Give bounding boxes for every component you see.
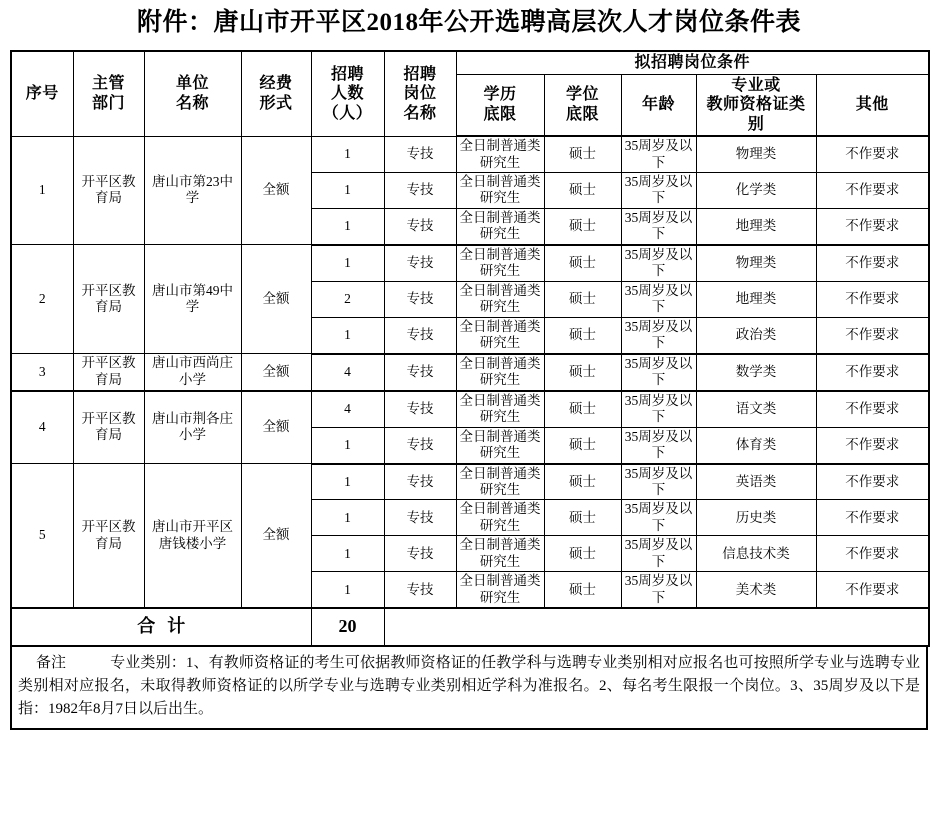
cell-degree: 硕士 — [544, 427, 621, 463]
cell-other: 不作要求 — [816, 391, 929, 427]
cell-post-name: 专技 — [384, 500, 456, 536]
cell-major: 语文类 — [696, 391, 816, 427]
cell-age: 35周岁及以下 — [621, 245, 696, 281]
total-label: 合计 — [11, 608, 311, 646]
cell-headcount: 1 — [311, 500, 384, 536]
cell-education: 全日制普通类研究生 — [456, 245, 544, 281]
cell-age: 35周岁及以下 — [621, 427, 696, 463]
table-row — [11, 464, 929, 500]
cell-degree: 硕士 — [544, 572, 621, 608]
cell-headcount: 1 — [311, 536, 384, 572]
cell-post-name: 专技 — [384, 391, 456, 427]
cell-post-name: 专技 — [384, 281, 456, 317]
cell-index: 2 — [11, 245, 73, 354]
header-funding-line1: 经费 — [259, 75, 293, 93]
cell-department: 开平区教育局 — [73, 354, 144, 391]
header-unit-name — [144, 51, 241, 136]
table-footer — [11, 608, 929, 646]
cell-headcount: 1 — [311, 245, 384, 281]
header-row-top — [11, 51, 929, 74]
header-post-line1: 招聘 — [403, 65, 437, 83]
cell-department: 开平区教育局 — [73, 245, 144, 354]
cell-department: 开平区教育局 — [73, 136, 144, 245]
header-degree-floor — [544, 74, 621, 136]
cell-education: 全日制普通类研究生 — [456, 500, 544, 536]
cell-unit-name: 唐山市西尚庄小学 — [144, 354, 241, 391]
cell-education: 全日制普通类研究生 — [456, 354, 544, 391]
cell-unit-name: 唐山市第49中学 — [144, 245, 241, 354]
header-degree-line1: 学位 — [565, 86, 599, 104]
header-post-name — [384, 51, 456, 136]
header-department — [73, 51, 144, 136]
header-department-line2: 部门 — [91, 94, 125, 112]
total-blank-cell — [384, 608, 929, 646]
cell-post-name: 专技 — [384, 427, 456, 463]
cell-education: 全日制普通类研究生 — [456, 536, 544, 572]
header-education-line1: 学历 — [483, 86, 517, 104]
table-body — [11, 136, 929, 608]
cell-unit-name: 唐山市荆各庄小学 — [144, 391, 241, 464]
cell-degree: 硕士 — [544, 536, 621, 572]
header-headcount — [311, 51, 384, 136]
cell-post-name: 专技 — [384, 464, 456, 500]
cell-unit-name: 唐山市第23中学 — [144, 136, 241, 245]
cell-post-name: 专技 — [384, 245, 456, 281]
cell-headcount: 1 — [311, 427, 384, 463]
cell-funding: 全额 — [241, 245, 311, 354]
cell-post-name: 专技 — [384, 208, 456, 244]
cell-age: 35周岁及以下 — [621, 136, 696, 172]
cell-post-name: 专技 — [384, 572, 456, 608]
cell-other: 不作要求 — [816, 208, 929, 244]
cell-major: 美术类 — [696, 572, 816, 608]
cell-degree: 硕士 — [544, 317, 621, 353]
cell-major: 政治类 — [696, 317, 816, 353]
cell-major: 体育类 — [696, 427, 816, 463]
cell-funding: 全额 — [241, 136, 311, 245]
header-post-line2: 岗位 — [403, 85, 437, 103]
header-major-line2: 教师资格证类别 — [706, 96, 806, 133]
cell-age: 35周岁及以下 — [621, 536, 696, 572]
cell-degree: 硕士 — [544, 354, 621, 391]
cell-other: 不作要求 — [816, 500, 929, 536]
header-conditions-group: 拟招聘岗位条件 — [456, 51, 929, 74]
cell-major: 数学类 — [696, 354, 816, 391]
cell-major: 地理类 — [696, 208, 816, 244]
cell-other: 不作要求 — [816, 572, 929, 608]
cell-age: 35周岁及以下 — [621, 572, 696, 608]
header-major-or-cert — [696, 74, 816, 136]
table-row — [11, 354, 929, 391]
table-header — [11, 51, 929, 136]
cell-degree: 硕士 — [544, 208, 621, 244]
cell-degree: 硕士 — [544, 391, 621, 427]
cell-education: 全日制普通类研究生 — [456, 427, 544, 463]
cell-other: 不作要求 — [816, 536, 929, 572]
cell-degree: 硕士 — [544, 136, 621, 172]
cell-other: 不作要求 — [816, 245, 929, 281]
cell-department: 开平区教育局 — [73, 391, 144, 464]
cell-headcount: 4 — [311, 391, 384, 427]
cell-index: 1 — [11, 136, 73, 245]
header-unit-line2: 名称 — [175, 94, 209, 112]
cell-post-name: 专技 — [384, 536, 456, 572]
cell-age: 35周岁及以下 — [621, 208, 696, 244]
header-funding-line2: 形式 — [259, 94, 293, 112]
cell-headcount: 4 — [311, 354, 384, 391]
cell-headcount: 1 — [311, 173, 384, 209]
cell-post-name: 专技 — [384, 173, 456, 209]
header-degree-line2: 底限 — [565, 105, 599, 123]
cell-age: 35周岁及以下 — [621, 317, 696, 353]
table-row — [11, 391, 929, 427]
cell-other: 不作要求 — [816, 354, 929, 391]
cell-age: 35周岁及以下 — [621, 281, 696, 317]
cell-funding: 全额 — [241, 391, 311, 464]
cell-education: 全日制普通类研究生 — [456, 281, 544, 317]
page-title: 附件：唐山市开平区2018年公开选聘高层次人才岗位条件表 — [136, 9, 801, 36]
total-value: 20 — [311, 608, 384, 646]
cell-education: 全日制普通类研究生 — [456, 464, 544, 500]
cell-other: 不作要求 — [816, 464, 929, 500]
cell-education: 全日制普通类研究生 — [456, 136, 544, 172]
note-text: 专业类别：1、有教师资格证的考生可依据教师资格证的任教学科与选聘专业类别相对应报名也可按照所学专业与选聘专业类别相对应报名，未取得教师资格证的以所学专业与选聘专业类别相近学科为准报名。2、每名考生限报一个岗位。3、35周岁及以下是指：1982年8月7日以后出生。 — [18, 655, 920, 717]
table-row — [11, 245, 929, 281]
header-other: 其他 — [816, 74, 929, 136]
cell-headcount: 2 — [311, 281, 384, 317]
cell-funding: 全额 — [241, 354, 311, 391]
cell-education: 全日制普通类研究生 — [456, 317, 544, 353]
cell-degree: 硕士 — [544, 500, 621, 536]
cell-age: 35周岁及以下 — [621, 464, 696, 500]
cell-degree: 硕士 — [544, 245, 621, 281]
cell-other: 不作要求 — [816, 281, 929, 317]
cell-post-name: 专技 — [384, 354, 456, 391]
cell-headcount: 1 — [311, 136, 384, 172]
cell-age: 35周岁及以下 — [621, 391, 696, 427]
cell-unit-name: 唐山市开平区唐钱楼小学 — [144, 464, 241, 609]
cell-headcount: 1 — [311, 208, 384, 244]
header-education-line2: 底限 — [483, 105, 517, 123]
cell-major: 信息技术类 — [696, 536, 816, 572]
cell-degree: 硕士 — [544, 281, 621, 317]
cell-age: 35周岁及以下 — [621, 173, 696, 209]
cell-funding: 全额 — [241, 464, 311, 609]
cell-index: 4 — [11, 391, 73, 464]
cell-age: 35周岁及以下 — [621, 500, 696, 536]
note-box — [10, 647, 928, 729]
cell-headcount: 1 — [311, 464, 384, 500]
cell-education: 全日制普通类研究生 — [456, 572, 544, 608]
header-post-line3: 名称 — [403, 104, 437, 122]
table-row — [11, 136, 929, 172]
header-department-line1: 主管 — [91, 75, 125, 93]
cell-education: 全日制普通类研究生 — [456, 391, 544, 427]
cell-major: 物理类 — [696, 136, 816, 172]
cell-other: 不作要求 — [816, 136, 929, 172]
cell-headcount: 1 — [311, 317, 384, 353]
cell-degree: 硕士 — [544, 464, 621, 500]
header-education-floor — [456, 74, 544, 136]
cell-other: 不作要求 — [816, 317, 929, 353]
cell-post-name: 专技 — [384, 136, 456, 172]
cell-major: 英语类 — [696, 464, 816, 500]
cell-index: 3 — [11, 354, 73, 391]
cell-age: 35周岁及以下 — [621, 354, 696, 391]
cell-other: 不作要求 — [816, 173, 929, 209]
cell-education: 全日制普通类研究生 — [456, 173, 544, 209]
header-major-line1: 专业或 — [731, 76, 781, 94]
note-label: 备注 — [36, 655, 67, 672]
total-row — [11, 608, 929, 646]
header-index: 序号 — [11, 51, 73, 136]
header-age: 年龄 — [621, 74, 696, 136]
cell-index: 5 — [11, 464, 73, 609]
header-headcount-line2: 人数 — [330, 85, 364, 103]
cell-other: 不作要求 — [816, 427, 929, 463]
cell-education: 全日制普通类研究生 — [456, 208, 544, 244]
cell-headcount: 1 — [311, 572, 384, 608]
header-unit-line1: 单位 — [175, 75, 209, 93]
header-headcount-line1: 招聘 — [330, 65, 364, 83]
header-funding-form — [241, 51, 311, 136]
cell-major: 历史类 — [696, 500, 816, 536]
cell-post-name: 专技 — [384, 317, 456, 353]
recruitment-table — [10, 50, 930, 647]
cell-department: 开平区教育局 — [73, 464, 144, 609]
cell-major: 地理类 — [696, 281, 816, 317]
cell-degree: 硕士 — [544, 173, 621, 209]
cell-major: 化学类 — [696, 173, 816, 209]
cell-major: 物理类 — [696, 245, 816, 281]
header-headcount-line3: （人） — [322, 104, 373, 122]
